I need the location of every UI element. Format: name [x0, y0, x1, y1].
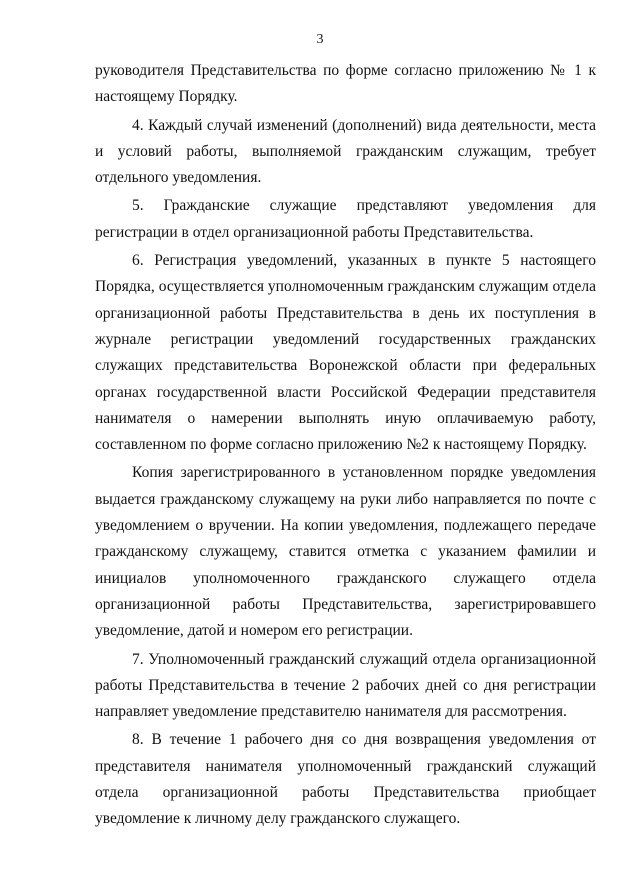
page-number: 3 — [316, 32, 324, 47]
document-body — [95, 58, 596, 833]
paragraph-item-7: 7. Уполномоченный гражданский служащий отдела организационной работы Представительства в течение 2 рабочих дней со дня регистрации направляет уведомление представителю нанимателя для рассмотрения. — [95, 650, 596, 721]
paragraph-item-4: 4. Каждый случай изменений (дополнений) вида деятельности, места и условий работы, выполняемой гражданским служащим, требует отдельного уведомления. — [95, 116, 596, 187]
paragraph-continuation: руководителя Представительства по форме согласно приложению № 1 к настоящему Порядку. — [95, 62, 596, 106]
paragraph-item-5: 5. Гражданские служащие представляют уведомления для регистрации в отдел организационной работы Представительства. — [95, 197, 596, 241]
paragraph-item-6: 6. Регистрация уведомлений, указанных в пункте 5 настоящего Порядка, осуществляется уполномоченным гражданским служащим отдела организационной работы Представительства в день их поступления в журнале регистрации уведомлений государственных гражданских служащих представительства Воронежской области при федеральных органах государственной власти Российской Федерации представителя нанимателя о намерении выполнять иную оплачиваемую работу, составленном по форме согласно приложению №2 к настоящему Порядку. — [95, 252, 596, 454]
paragraph-copy-notice: Копия зарегистрированного в установленном порядке уведомления выдается гражданскому служащему на руки либо направляется по почте с уведомлением о вручении. На копии уведомления, подлежащего передаче гражданскому служащему, ставится отметка с указанием фамилии и инициалов уполномоченного гражданского служащего отдела организационной работы Представительства, зарегистрировавшего уведомление, датой и номером его регистрации. — [95, 464, 596, 640]
paragraph-item-8: 8. В течение 1 рабочего дня со дня возвращения уведомления от представителя нанимателя уполномоченный гражданский служащий отдела организационной работы Представительства приобщает уведомление к личному делу гражданского служащего. — [95, 731, 596, 828]
